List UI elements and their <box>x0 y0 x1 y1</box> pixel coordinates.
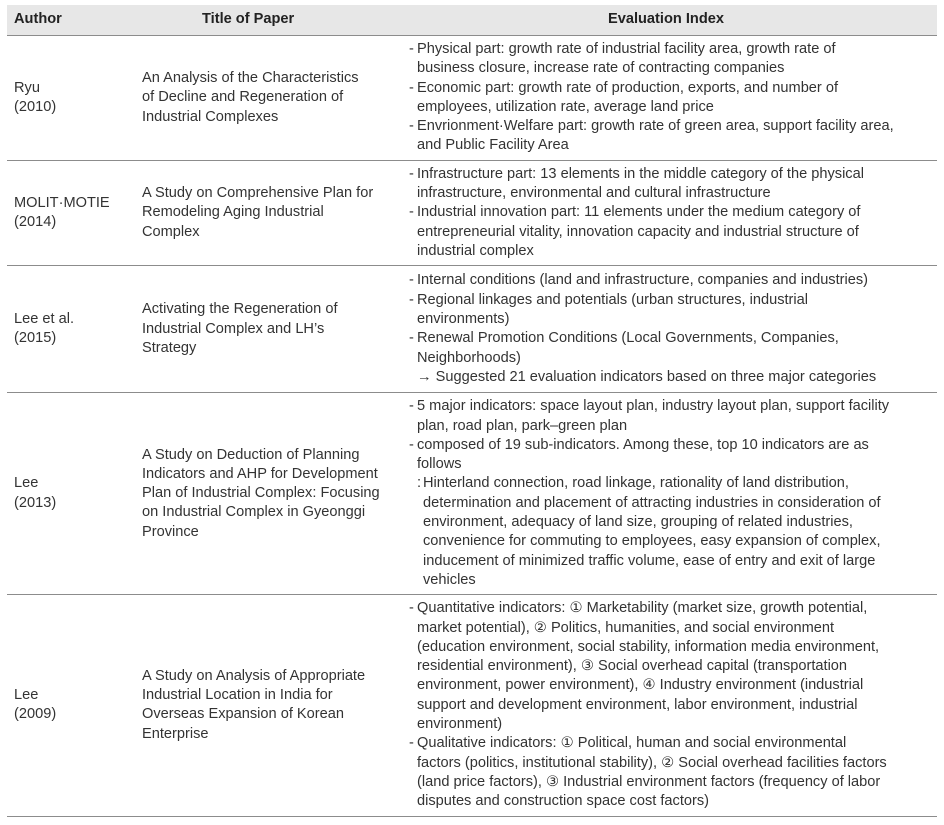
top-indicators-list <box>409 474 933 590</box>
index-line: Neighborhoods) <box>417 349 521 366</box>
index-item <box>409 291 933 330</box>
evaluation-index-cell <box>404 160 937 265</box>
title-line: Activating the Regeneration of <box>142 301 338 318</box>
title-line: An Analysis of the Characteristics <box>142 69 359 86</box>
paper-title-cell <box>134 36 404 161</box>
index-line: business closure, increase rate of contracting companies <box>417 60 785 77</box>
header-evaluation-index: Evaluation Index <box>404 5 937 36</box>
index-item <box>409 117 933 156</box>
index-line: - 5 major indicators: space layout plan, industry layout plan, support facility <box>417 398 890 415</box>
index-line: employees, utilization rate, average land price <box>417 98 714 115</box>
index-item <box>409 79 933 118</box>
suggested-indicators-note: → Suggested 21 evaluation indicators based on three major categories <box>417 368 877 385</box>
evaluation-index-table <box>7 5 937 817</box>
index-item <box>409 165 933 204</box>
index-item <box>409 271 933 290</box>
index-item <box>409 734 933 811</box>
index-line: - Physical part: growth rate of industrial facility area, growth rate of <box>417 41 836 57</box>
index-line: factors (politics, institutional stability), ② Social overhead facilities factors <box>417 754 887 771</box>
title-line: Industrial Location in India for <box>142 687 333 704</box>
title-line: Complex <box>142 223 200 240</box>
author-cell <box>7 266 134 393</box>
author-name: Lee <box>14 687 39 704</box>
index-line: vehicles <box>423 571 476 588</box>
author-cell <box>7 393 134 595</box>
title-line: Plan of Industrial Complex: Focusing <box>142 485 380 502</box>
index-line: disputes and construction space cost factors) <box>417 793 710 810</box>
table-row <box>7 393 937 595</box>
index-line: inducement of minimized traffic volume, ease of entry and exit of large <box>423 552 876 569</box>
title-line: Province <box>142 523 199 540</box>
index-line: - Qualitative indicators: ① Political, human and social environmental <box>417 735 847 752</box>
index-item <box>409 203 933 261</box>
author-year: (2013) <box>14 494 57 511</box>
index-line: infrastructure, environmental and cultural infrastructure <box>417 185 771 202</box>
title-line: Industrial Complexes <box>142 108 279 125</box>
title-line: Overseas Expansion of Korean <box>142 706 344 723</box>
paper-title-cell <box>134 160 404 265</box>
title-line: Enterprise <box>142 725 209 742</box>
author-year: (2014) <box>14 214 57 231</box>
title-line: Industrial Complex and LH’s <box>142 320 325 337</box>
index-line: - Regional linkages and potentials (urban structures, industrial <box>417 291 809 308</box>
table-header-row <box>7 5 937 36</box>
index-line: plan, road plan, park–green plan <box>417 417 628 434</box>
index-item <box>409 329 933 368</box>
index-line: residential environment), ③ Social overhead capital (transportation <box>417 658 848 675</box>
index-item <box>409 599 933 734</box>
title-line: Strategy <box>142 339 197 356</box>
author-cell <box>7 160 134 265</box>
index-line: support and development environment, labor environment, industrial <box>417 696 858 713</box>
index-line: - Quantitative indicators: ① Marketability (market size, growth potential, <box>417 600 868 617</box>
author-year: (2009) <box>14 706 57 723</box>
author-year: (2015) <box>14 330 57 347</box>
paper-title-cell <box>134 266 404 393</box>
index-line: environments) <box>417 310 510 327</box>
index-line: follows <box>417 456 462 473</box>
header-title-of-paper: Title of Paper <box>134 5 404 36</box>
index-line: market potential), ② Politics, humanities, and social environment <box>417 619 835 636</box>
author-year: (2010) <box>14 98 57 115</box>
table-row <box>7 160 937 265</box>
index-line: (education environment, social stability, information media environment, <box>417 638 880 655</box>
author-name: Lee et al. <box>14 310 75 327</box>
author-cell <box>7 36 134 161</box>
index-line: determination and placement of attracting industries in consideration of <box>423 494 881 511</box>
index-line: environment) <box>417 716 503 733</box>
paper-title-cell <box>134 393 404 595</box>
author-name: Ryu <box>14 79 40 96</box>
index-line: - composed of 19 sub-indicators. Among these, top 10 indicators are as <box>417 436 869 453</box>
paper-title-cell <box>134 595 404 816</box>
table-row <box>7 36 937 161</box>
title-line: on Industrial Complex in Gyeonggi <box>142 504 366 521</box>
author-name: Lee <box>14 475 39 492</box>
index-line: environment, power environment), ④ Industry environment (industrial <box>417 677 864 694</box>
index-item <box>409 436 933 475</box>
index-line: - Industrial innovation part: 11 elements under the medium category of <box>417 204 861 221</box>
evaluation-index-cell <box>404 393 937 595</box>
title-line: of Decline and Regeneration of <box>142 89 344 106</box>
title-line: A Study on Analysis of Appropriate <box>142 667 366 684</box>
index-line: : Hinterland connection, road linkage, rationality of land distribution, <box>423 475 849 492</box>
index-line: and Public Facility Area <box>417 137 569 154</box>
index-line: convenience for commuting to employees, easy expansion of complex, <box>423 533 881 550</box>
evaluation-index-cell <box>404 595 937 816</box>
evaluation-index-cell <box>404 36 937 161</box>
index-line: environment, adequacy of land size, grouping of related industries, <box>423 514 853 531</box>
index-line: - Economic part: growth rate of production, exports, and number of <box>417 79 839 96</box>
title-line: A Study on Comprehensive Plan for <box>142 185 374 202</box>
index-line: - Internal conditions (land and infrastructure, companies and industries) <box>417 272 869 289</box>
header-author: Author <box>7 5 134 36</box>
author-name: MOLIT·MOTIE <box>14 194 110 211</box>
author-cell <box>7 595 134 816</box>
index-line: - Renewal Promotion Conditions (Local Governments, Companies, <box>417 330 839 347</box>
index-line: entrepreneurial vitality, innovation capacity and industrial structure of <box>417 223 859 240</box>
index-item <box>409 397 933 436</box>
index-line: (land price factors), ③ Industrial environment factors (frequency of labor <box>417 773 881 790</box>
title-line: Indicators and AHP for Development <box>142 465 378 482</box>
evaluation-index-cell <box>404 266 937 393</box>
index-line: - Infrastructure part: 13 elements in the middle category of the physical <box>417 165 864 182</box>
index-line: - Envrionment·Welfare part: growth rate of green area, support facility area, <box>417 118 894 135</box>
title-line: Remodeling Aging Industrial <box>142 204 324 221</box>
index-item <box>409 40 933 79</box>
table-row <box>7 595 937 816</box>
title-line: A Study on Deduction of Planning <box>142 446 360 463</box>
index-line: industrial complex <box>417 242 534 259</box>
table-row <box>7 266 937 393</box>
